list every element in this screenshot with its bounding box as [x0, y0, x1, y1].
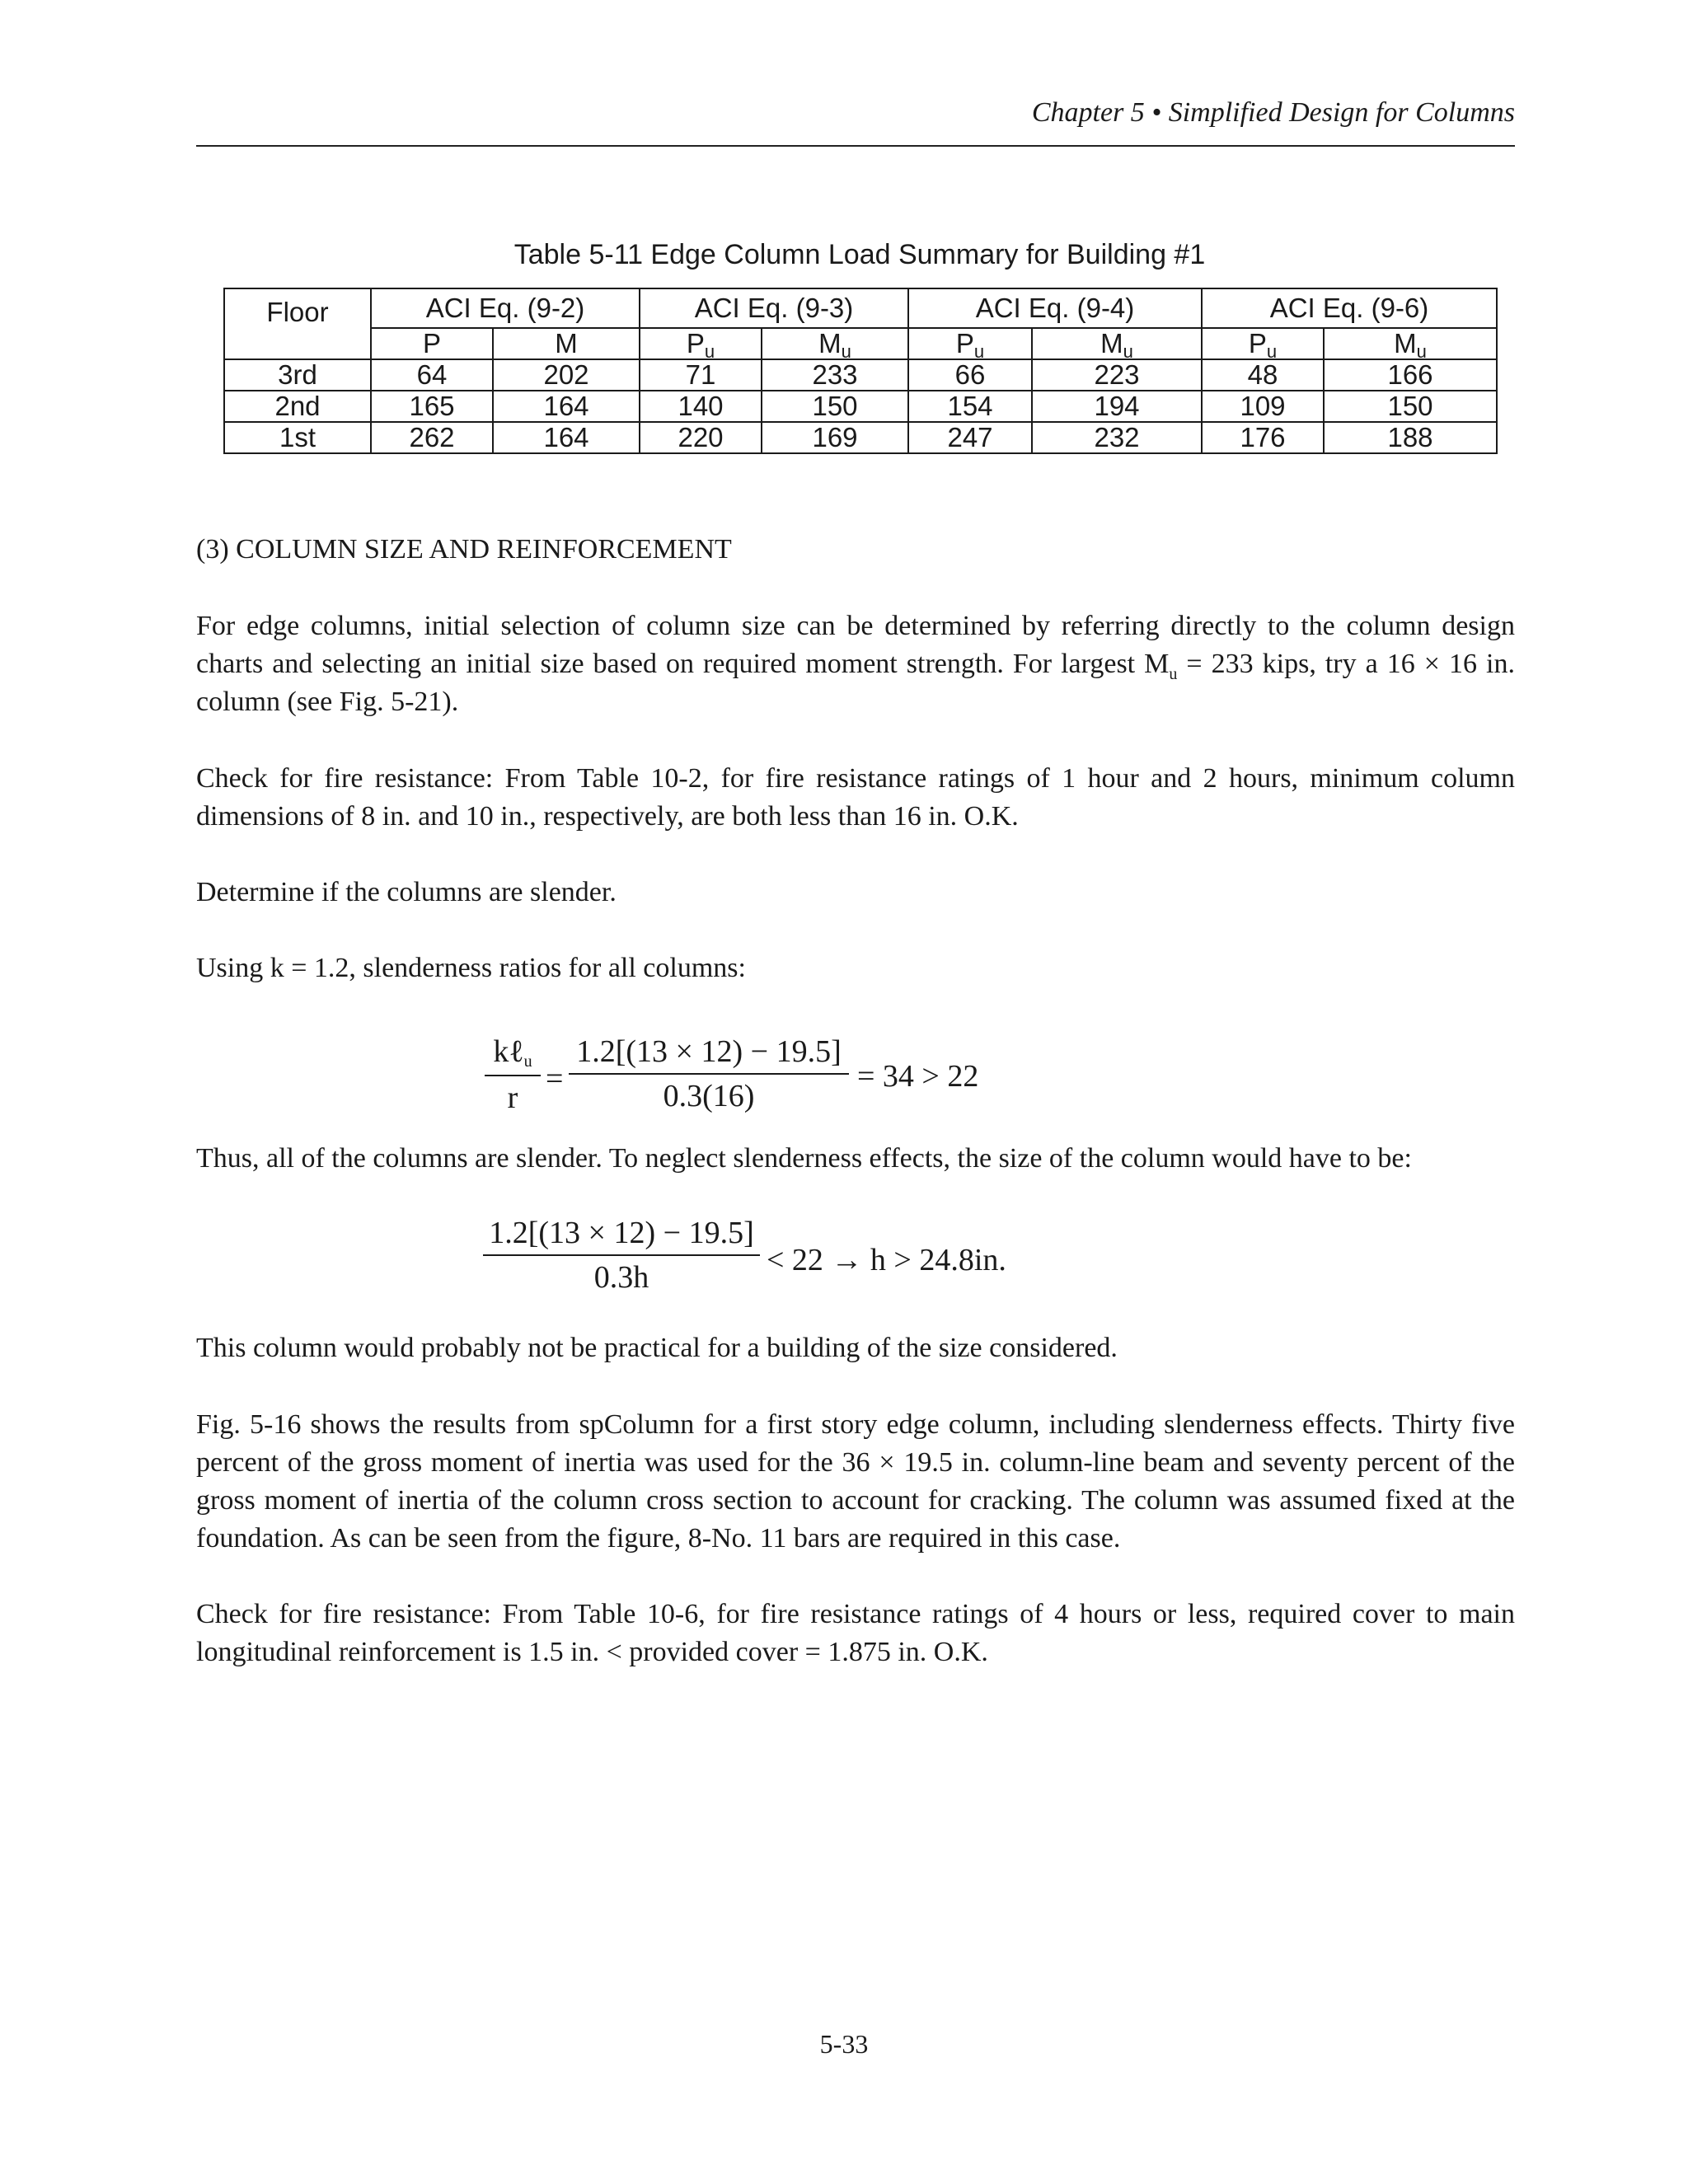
- col-header-mu: $M_u$: [1032, 328, 1202, 359]
- eq2-result: < 22 → h > 24.8in.: [767, 1243, 1006, 1277]
- col-header-pu: $P_u$: [640, 328, 762, 359]
- paragraph-practicality: This column would probably not be practical for a building of the size considered.: [196, 1333, 1118, 1363]
- table-subheader-row: [224, 328, 1497, 359]
- table-cell: 188: [1324, 422, 1497, 453]
- table-cell: 150: [762, 391, 908, 422]
- paragraph-slender-result: Thus, all of the columns are slender. To neglect slenderness effects, the size of the column would have to be:: [196, 1143, 1412, 1174]
- col-header-pu: $P_u$: [1202, 328, 1324, 359]
- table-cell: 202: [493, 359, 640, 391]
- table-cell: 48: [1202, 359, 1324, 391]
- table-cell: 164: [493, 422, 640, 453]
- section-heading: (3) COLUMN SIZE AND REINFORCEMENT: [196, 534, 732, 565]
- paragraph-fire-check-2: Check for fire resistance: From Table 10-6, for fire resistance ratings of 4 hours or less, required cover to main longitudinal reinforcement is 1.5 in. < provided cover = 1.875 in. O.K.: [196, 1599, 1515, 1667]
- eq1-result: = 34 > 22: [857, 1059, 979, 1094]
- table-row: [224, 391, 1497, 422]
- fraction-bar: [483, 1254, 760, 1256]
- table-cell: 140: [640, 391, 762, 422]
- eq1-lhs-numerator: kℓ$_u$: [493, 1034, 532, 1071]
- floor-column-header: Floor: [224, 288, 371, 359]
- col-header-p: P: [371, 328, 493, 359]
- table-group-header-row: [224, 288, 1497, 328]
- running-header: Chapter 5 • Simplified Design for Columns: [1031, 97, 1515, 128]
- table-cell: 220: [640, 422, 762, 453]
- eq1-lhs-fraction: [485, 1033, 541, 1116]
- group-header: ACI Eq. (9-6): [1202, 288, 1497, 328]
- group-header: ACI Eq. (9-4): [908, 288, 1202, 328]
- page-number: 5-33: [819, 2029, 869, 2059]
- floor-cell: 3rd: [224, 359, 371, 391]
- col-header-m: M: [493, 328, 640, 359]
- table-row: [224, 422, 1497, 453]
- table-cell: 194: [1032, 391, 1202, 422]
- eq2-numerator: 1.2[(13 × 12) − 19.5]: [489, 1216, 754, 1250]
- table-cell: 166: [1324, 359, 1497, 391]
- paragraph-slenderness-ratios: Using k = 1.2, slenderness ratios for all columns:: [196, 953, 746, 983]
- table-cell: 176: [1202, 422, 1324, 453]
- col-header-mu: $M_u$: [762, 328, 908, 359]
- paragraph-slender-intro: Determine if the columns are slender.: [196, 877, 617, 907]
- fraction-bar: [485, 1075, 541, 1076]
- table-caption: Table 5-11 Edge Column Load Summary for Building #1: [513, 239, 1206, 270]
- table-cell: 233: [762, 359, 908, 391]
- eq1-equals: =: [546, 1062, 564, 1096]
- table-cell: 223: [1032, 359, 1202, 391]
- table-cell: 66: [908, 359, 1032, 391]
- col-header-mu: $M_u$: [1324, 328, 1497, 359]
- eq1-lhs-denominator: r: [507, 1080, 518, 1115]
- paragraph-initial-size: For edge columns, initial selection of column size can be determined by referring directly to the column design charts and selecting an initial size based on required moment strength. For largest $M_u = 233$ kips, try a 16 × 16 in. column (see Fig. 5-21).: [196, 611, 1515, 717]
- eq1-rhs-denominator: 0.3(16): [663, 1079, 755, 1113]
- table-cell: 154: [908, 391, 1032, 422]
- paragraph-fire-check-1: Check for fire resistance: From Table 10-2, for fire resistance ratings of 1 hour and 2 hours, minimum column dimensions of 8 in. and 10 in., respectively, are both less than 16 in. O.K.: [196, 763, 1515, 832]
- table-cell: 247: [908, 422, 1032, 453]
- eq1-rhs-fraction: [569, 1033, 849, 1114]
- paragraph-spcolumn-results: Fig. 5-16 shows the results from spColumn for a first story edge column, including slenderness effects. Thirty five percent of the gross moment of inertia was used for the 36 × 19.5 in. column-line beam and seventy percent of the gross moment of inertia of the column cross section to account for cracking. The column was assumed fixed at the foundation. As can be seen from the figure, 8-No. 11 bars are required in this case.: [196, 1409, 1515, 1554]
- col-header-pu: $P_u$: [908, 328, 1032, 359]
- floor-cell: 2nd: [224, 391, 371, 422]
- fraction-bar: [569, 1073, 849, 1075]
- table-cell: 169: [762, 422, 908, 453]
- table-cell: 262: [371, 422, 493, 453]
- eq2-denominator: 0.3h: [593, 1260, 649, 1295]
- group-header: ACI Eq. (9-2): [371, 288, 640, 328]
- header-rule: [196, 145, 1515, 147]
- floor-cell: 1st: [224, 422, 371, 453]
- eq2-fraction: [483, 1215, 760, 1296]
- table-cell: 232: [1032, 422, 1202, 453]
- table-row: [224, 359, 1497, 391]
- table-cell: 150: [1324, 391, 1497, 422]
- table-cell: 71: [640, 359, 762, 391]
- table-cell: 165: [371, 391, 493, 422]
- table-cell: 164: [493, 391, 640, 422]
- table-cell: 64: [371, 359, 493, 391]
- eq1-rhs-numerator: 1.2[(13 × 12) − 19.5]: [576, 1034, 842, 1069]
- load-summary-table: [223, 288, 1498, 454]
- table-cell: 109: [1202, 391, 1324, 422]
- group-header: ACI Eq. (9-3): [640, 288, 908, 328]
